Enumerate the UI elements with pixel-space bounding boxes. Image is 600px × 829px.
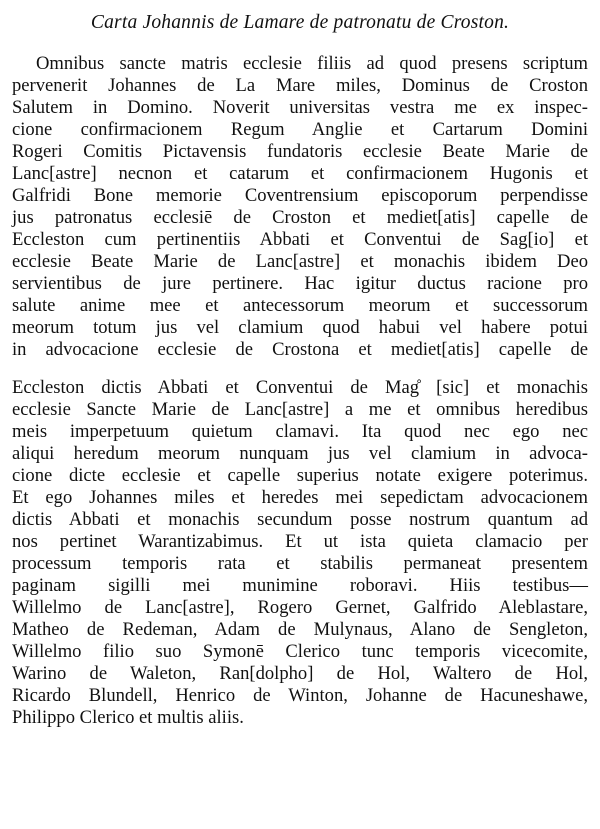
text-line: nos pertinet Warantizabimus. Et ut ista quieta clamacio per [12,531,588,552]
text-line: Lanc[astre] necnon et catarum et confirmacionem Hugonis et [12,163,588,184]
text-line: Ricardo Blundell, Henrico de Winton, Johanne de Hacuneshawe, [12,685,588,706]
text-line: Matheo de Redeman, Adam de Mulynaus, Alano de Sengleton, [12,619,588,640]
charter-title: Carta Johannis de Lamare de patronatu de Croston. [90,12,510,33]
text-line: Willelmo filio suo Symonē Clerico tunc temporis vicecomite, [12,641,588,662]
text-line: processum temporis rata et stabilis permaneat presentem [12,553,588,574]
text-line: jus patronatus ecclesiē de Croston et mediet[atis] capelle de [12,207,588,228]
text-line: salute anime mee et antecessorum meorum et successorum [12,295,588,316]
text-line: Rogeri Comitis Pictavensis fundatoris ecclesie Beate Marie de [12,141,588,162]
text-line: servientibus de jure pertinere. Hac igitur ductus racione pro [12,273,588,294]
text-line: Et ego Johannes miles et heredes mei sepedictam advocacionem [12,487,588,508]
text-line: meis imperpetuum quietum clamavi. Ita quod nec ego nec [12,421,588,442]
text-line: Philippo Clerico et multis aliis. [12,707,244,728]
charter-body [12,53,588,729]
text-line: Eccleston cum pertinentiis Abbati et Conventui de Sag[io] et [12,229,588,250]
text-line: cione confirmacionem Regum Anglie et Cartarum Domini [12,119,588,140]
text-line: Salutem in Domino. Noverit universitas vestra me ex inspec- [12,97,588,118]
text-line: ecclesie Sancte Marie de Lanc[astre] a me et omnibus heredibus [12,399,588,420]
text-line: Eccleston dictis Abbati et Conventui de Mag̊ [sic] et monachis [12,377,588,398]
text-line: Willelmo de Lanc[astre], Rogero Gernet, Galfrido Aleblastare, [12,597,588,618]
text-line: meorum totum jus vel clamium quod habui vel habere potui [12,317,588,338]
text-line: cione dicte ecclesie et capelle superius notate exigere poterimus. [12,465,588,486]
text-line: aliqui heredum meorum nunquam jus vel clamium in advoca- [12,443,588,464]
text-line: paginam sigilli mei munimine roboravi. Hiis testibus— [12,575,588,596]
text-line: Warino de Waleton, Ran[dolpho] de Hol, Waltero de Hol, [12,663,588,684]
text-line: Galfridi Bone memorie Coventrensium episcoporum perpendisse [12,185,588,206]
text-line: dictis Abbati et monachis secundum posse nostrum quantum ad [12,509,588,530]
text-line: in advocacione ecclesie de Crostona et mediet[atis] capelle de [12,339,588,360]
text-line: Omnibus sancte matris ecclesie filiis ad quod presens scriptum [36,53,588,74]
text-line: pervenerit Johannes de La Mare miles, Dominus de Croston [12,75,588,96]
text-line: ecclesie Beate Marie de Lanc[astre] et monachis ibidem Deo [12,251,588,272]
